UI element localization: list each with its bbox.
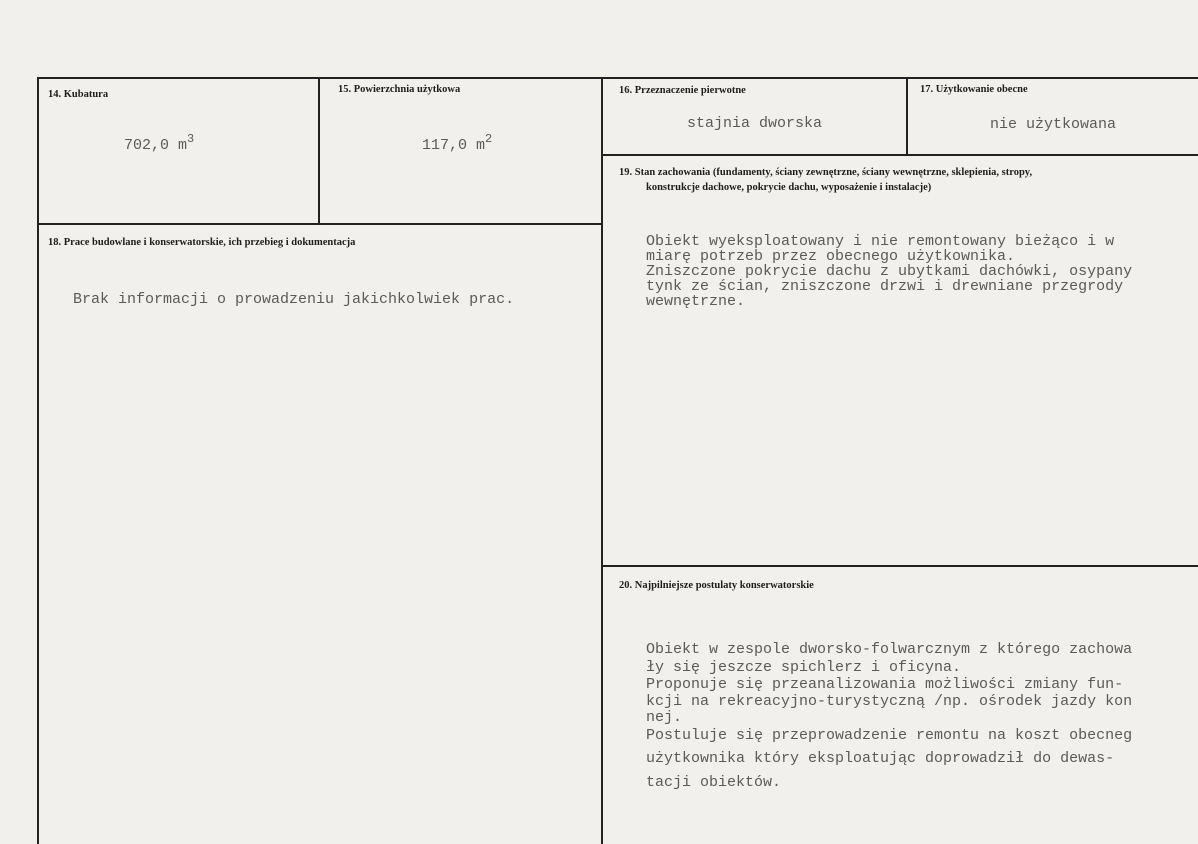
field-20-line: nej. bbox=[646, 709, 683, 726]
field-19-line: Obiekt wyeksploatowany i nie remontowany bieżąco i w bbox=[646, 233, 1115, 250]
divider-16-17 bbox=[906, 77, 908, 155]
field-15-number: 117,0 m bbox=[422, 137, 486, 154]
field-18-label: 18. Prace budowlane i konserwatorskie, ich przebieg i dokumentacja bbox=[48, 237, 356, 248]
field-15-value bbox=[422, 132, 493, 154]
row1-divider-right bbox=[603, 154, 1198, 156]
field-14-label: 14. Kubatura bbox=[48, 89, 109, 100]
top-border bbox=[37, 77, 1198, 79]
field-20-label: 20. Najpilniejsze postulaty konserwatorskie bbox=[619, 580, 814, 591]
field-14-superscript: 3 bbox=[187, 132, 195, 146]
field-20-line: ły się jeszcze spichlerz i oficyna. bbox=[646, 659, 962, 676]
field-18-value: Brak informacji o prowadzeniu jakichkolwiek prac. bbox=[73, 291, 515, 308]
field20-top-border bbox=[603, 565, 1198, 567]
field-19-label-line2: konstrukcje dachowe, pokrycie dachu, wyposażenie i instalacje) bbox=[646, 182, 932, 193]
field-15-label: 15. Powierzchnia użytkowa bbox=[338, 84, 461, 95]
field-20-text bbox=[646, 641, 1132, 794]
field-20-line: kcji na rekreacyjno-turystyczną /np. ośrodek jazdy kon bbox=[646, 693, 1133, 710]
field-15-superscript: 2 bbox=[485, 132, 493, 146]
field-19-line: Zniszczone pokrycie dachu z ubytkami dachówki, osypany bbox=[646, 263, 1133, 280]
field-16-value: stajnia dworska bbox=[686, 115, 823, 132]
field-19-line: tynk ze ścian, zniszczone drzwi i drewniane przegrody bbox=[646, 278, 1124, 295]
field-17-value: nie użytkowana bbox=[989, 116, 1117, 133]
divider-14-15 bbox=[318, 77, 320, 224]
field-19-text bbox=[646, 234, 1132, 309]
field-19-label-line1: 19. Stan zachowania (fundamenty, ściany zewnętrzne, ściany wewnętrzne, sklepienia, stropy, bbox=[619, 167, 1033, 178]
field-19-line: miarę potrzeb przez obecnego użytkownika. bbox=[646, 248, 1016, 265]
field-20-line: użytkownika który eksploatując doprowadził do dewas- bbox=[646, 750, 1115, 767]
row1-divider-left bbox=[37, 223, 603, 225]
field-14-number: 702,0 m bbox=[124, 137, 188, 154]
field-20-line: Postuluje się przeprowadzenie remontu na koszt obecneg bbox=[646, 727, 1133, 744]
center-divider bbox=[601, 77, 603, 844]
field-20-line: Obiekt w zespole dworsko-folwarcznym z którego zachowa bbox=[646, 641, 1133, 658]
field-20-line: tacji obiektów. bbox=[646, 774, 782, 791]
field-17-label: 17. Użytkowanie obecne bbox=[920, 84, 1028, 95]
field-19-line: wewnętrzne. bbox=[646, 293, 746, 310]
field-16-label: 16. Przeznaczenie pierwotne bbox=[619, 85, 746, 96]
left-border bbox=[37, 77, 39, 844]
field-14-value bbox=[124, 132, 195, 154]
field-20-line: Proponuje się przeanalizowania możliwości zmiany fun- bbox=[646, 676, 1124, 693]
